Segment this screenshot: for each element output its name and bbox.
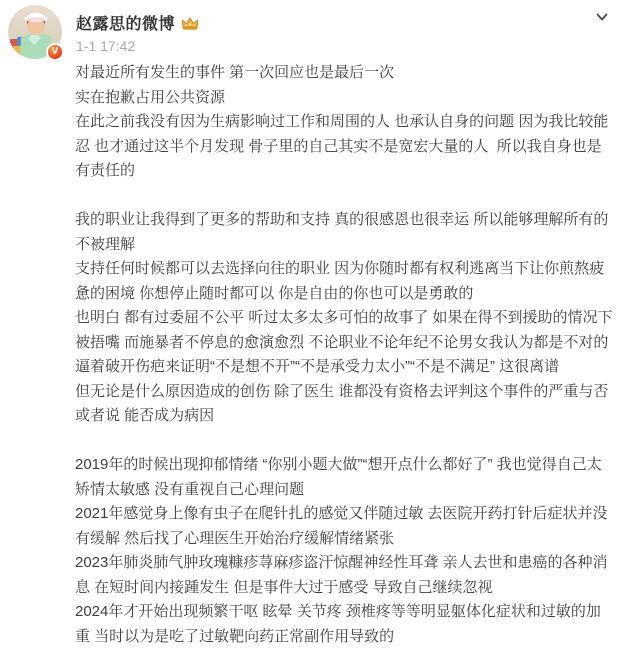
post-timestamp: 1-1 17:42 [76,38,136,54]
post-paragraph: 支持任何时候都可以去选择向往的职业 因为你随时都有权利逃离当下让你煎熬疲惫的困境 你想停止随时都可以 你是自由的你也可以是勇敢的 [75,260,605,302]
post-header [0,0,625,61]
avatar[interactable] [8,5,62,59]
post-paragraph: 但无论是什么原因造成的创伤 除了医生 谁都没有资格去评判这个事件的严重与否或者说 能否成为病因 [75,382,609,424]
post-paragraph: 2021年感觉身上像有虫子在爬针扎的感觉又伴随过敏 去医院开药打针后症状并没有缓解 然后找了心理医生开始治疗缓解情绪紧张 [75,505,608,547]
post-paragraph: 我的职业让我得到了更多的帮助和支持 真的很感恩也很幸运 所以能够理解所有的不被理解 [75,211,609,253]
user-line [76,11,199,34]
post-paragraph: 在此之前我没有因为生病影响过工作和周围的人 也承认自身的问题 因为我比较能忍 也才通过这半个月发现 骨子里的自己其实不是宽宏大量的人 所以我自身也是有责任的 [75,113,609,179]
post-paragraph: 2023年肺炎肺气肿玫瑰糠疹荨麻疹盗汗惊醒神经性耳聋 亲人去世和患癌的各种消息 在短时间内接踵发生 但是事件大过于感受 导致自己继续忽视 [75,554,608,596]
post-paragraph: 逼着破开伤疤来证明“不是想不开”“不是承受力太小”“不是不满足” 这很离谱 [75,358,560,375]
post-paragraph: 2024年才开始出现频繁干呕 眩晕 关节疼 颈椎疼等等明显躯体化症状和过敏的加重 当时以为是吃了过敏靶向药正常副作用导致的 [75,603,601,645]
post-paragraph: 也明白 都有过委屈不公平 听过太多太多可怕的故事了 如果在得不到援助的情况下被捂嘴 而施暴者不停息的愈演愈烈 不论职业不论年纪不论男女我认为都是不对的 [75,309,613,351]
post-paragraph: 2019年的时候出现抑郁情绪 “你别小题大做”“想开点什么都好了” 我也觉得自己太矫情太敏感 没有重视自己心理问题 [75,456,602,498]
username[interactable]: 赵露思的微博 [76,16,176,33]
post-paragraph: 对最近所有发生的事件 第一次回应也是最后一次 [75,64,395,81]
verified-v-badge: V [46,43,64,61]
vip-crown-icon [181,16,199,31]
chevron-down-icon[interactable] [592,7,612,27]
post-content [0,61,625,649]
post-paragraph: 实在抱歉占用公共资源 [75,88,226,106]
